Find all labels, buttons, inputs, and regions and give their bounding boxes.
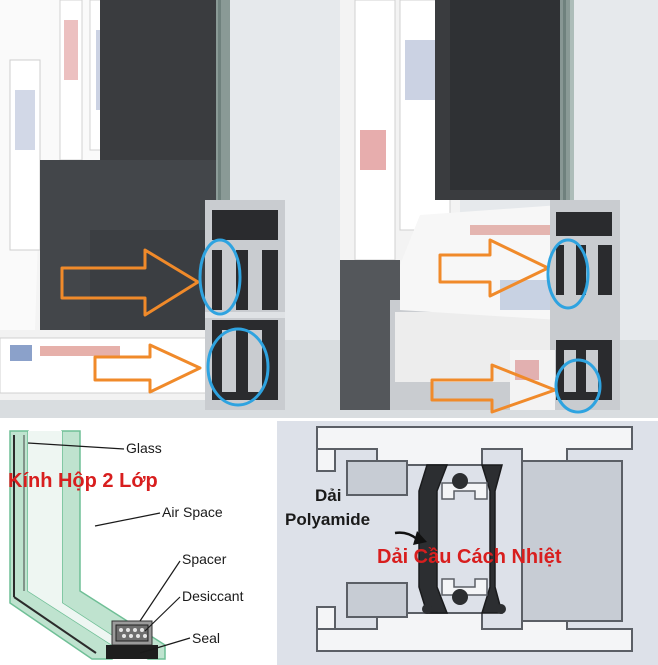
label-seal: Seal [192,630,221,646]
label-air-space: Air Space [162,504,223,520]
label-thermal-break: Dải Cầu Cách Nhiệt [377,546,562,568]
label-polyamide-line1: Dải [315,486,342,505]
double-glazing-diagram [0,421,276,665]
label-spacer: Spacer [182,551,227,567]
profile-illustration [277,421,658,665]
label-desiccant: Desiccant [182,588,244,604]
label-polyamide-line2: Polyamide [285,510,371,529]
glazing-illustration [0,421,276,665]
thermal-break-profile-diagram [277,421,658,665]
label-glass: Glass [126,440,162,456]
glazing-title: Kính Hộp 2 Lớp [8,470,158,492]
